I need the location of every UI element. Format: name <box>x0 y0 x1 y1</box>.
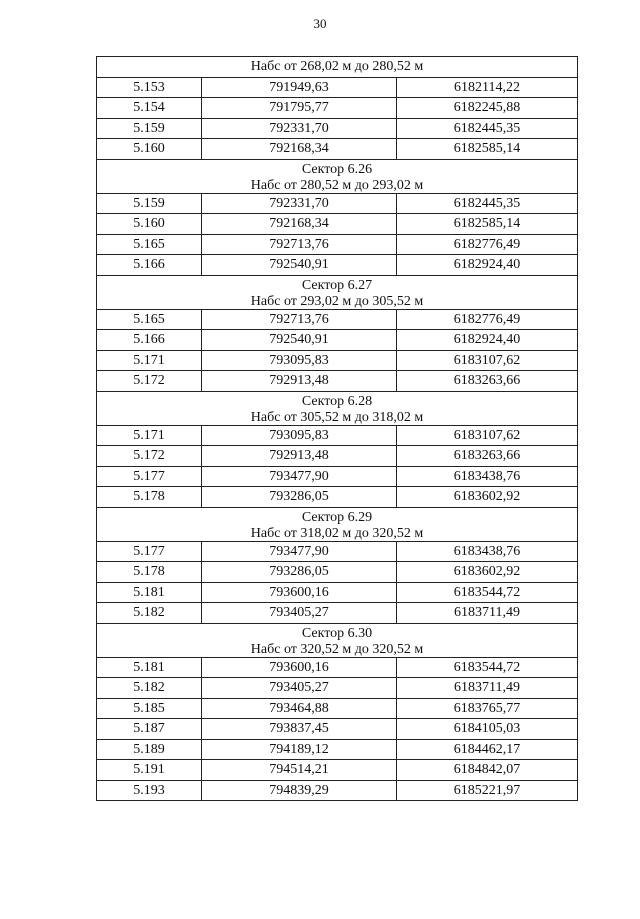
x-coordinate-cell: 793405,27 <box>202 678 397 699</box>
x-coordinate-cell: 793286,05 <box>202 487 397 508</box>
table-row <box>97 678 578 699</box>
x-coordinate-cell: 793095,83 <box>202 350 397 371</box>
x-coordinate-cell: 792913,48 <box>202 371 397 392</box>
sector-header <box>97 623 578 657</box>
table-row <box>97 371 578 392</box>
x-coordinate-cell: 792331,70 <box>202 193 397 214</box>
y-coordinate-cell: 6184462,17 <box>397 739 578 760</box>
point-number-cell: 5.159 <box>97 118 202 139</box>
y-coordinate-cell: 6184105,03 <box>397 719 578 740</box>
point-number-cell: 5.160 <box>97 139 202 160</box>
x-coordinate-cell: 793600,16 <box>202 657 397 678</box>
point-number-cell: 5.177 <box>97 466 202 487</box>
table-row <box>97 780 578 801</box>
point-number-cell: 5.189 <box>97 739 202 760</box>
y-coordinate-cell: 6183544,72 <box>397 657 578 678</box>
sector-header-row <box>97 391 578 425</box>
sector-header-row <box>97 623 578 657</box>
table-row <box>97 350 578 371</box>
point-number-cell: 5.166 <box>97 330 202 351</box>
coordinates-table-body <box>97 57 578 801</box>
point-number-cell: 5.154 <box>97 98 202 119</box>
y-coordinate-cell: 6185221,97 <box>397 780 578 801</box>
sector-subtitle: Набс от 268,02 м до 280,52 м <box>250 59 424 75</box>
table-row <box>97 446 578 467</box>
x-coordinate-cell: 792331,70 <box>202 118 397 139</box>
x-coordinate-cell: 794514,21 <box>202 760 397 781</box>
table-row <box>97 487 578 508</box>
x-coordinate-cell: 792168,34 <box>202 214 397 235</box>
sector-header <box>97 57 578 78</box>
x-coordinate-cell: 793600,16 <box>202 582 397 603</box>
y-coordinate-cell: 6183438,76 <box>397 466 578 487</box>
sector-header-row <box>97 57 578 78</box>
coordinates-table <box>96 56 578 801</box>
table-row <box>97 657 578 678</box>
sector-header <box>97 507 578 541</box>
y-coordinate-cell: 6183263,66 <box>397 446 578 467</box>
sector-title: Сектор 6.26 <box>301 161 373 177</box>
page-number: 30 <box>313 16 327 31</box>
y-coordinate-cell: 6183765,77 <box>397 698 578 719</box>
x-coordinate-cell: 792913,48 <box>202 446 397 467</box>
point-number-cell: 5.181 <box>97 582 202 603</box>
y-coordinate-cell: 6183602,92 <box>397 562 578 583</box>
sector-subtitle: Набс от 305,52 м до 318,02 м <box>250 410 424 425</box>
sector-subtitle: Набс от 320,52 м до 320,52 м <box>250 642 424 657</box>
sector-subtitle: Набс от 280,52 м до 293,02 м <box>250 178 424 193</box>
point-number-cell: 5.171 <box>97 350 202 371</box>
table-row <box>97 118 578 139</box>
sector-title: Сектор 6.27 <box>301 277 373 293</box>
sector-header-row <box>97 275 578 309</box>
point-number-cell: 5.172 <box>97 371 202 392</box>
sector-header-row <box>97 159 578 193</box>
y-coordinate-cell: 6182114,22 <box>397 77 578 98</box>
table-row <box>97 466 578 487</box>
point-number-cell: 5.182 <box>97 603 202 624</box>
x-coordinate-cell: 793477,90 <box>202 466 397 487</box>
x-coordinate-cell: 792713,76 <box>202 309 397 330</box>
table-row <box>97 309 578 330</box>
sector-header <box>97 275 578 309</box>
y-coordinate-cell: 6182924,40 <box>397 330 578 351</box>
table-row <box>97 193 578 214</box>
x-coordinate-cell: 793095,83 <box>202 425 397 446</box>
point-number-cell: 5.171 <box>97 425 202 446</box>
x-coordinate-cell: 792540,91 <box>202 330 397 351</box>
table-row <box>97 139 578 160</box>
y-coordinate-cell: 6183602,92 <box>397 487 578 508</box>
y-coordinate-cell: 6183107,62 <box>397 425 578 446</box>
y-coordinate-cell: 6183544,72 <box>397 582 578 603</box>
x-coordinate-cell: 791949,63 <box>202 77 397 98</box>
y-coordinate-cell: 6182445,35 <box>397 118 578 139</box>
y-coordinate-cell: 6182585,14 <box>397 139 578 160</box>
sector-header <box>97 159 578 193</box>
table-row <box>97 698 578 719</box>
point-number-cell: 5.177 <box>97 541 202 562</box>
point-number-cell: 5.181 <box>97 657 202 678</box>
x-coordinate-cell: 794839,29 <box>202 780 397 801</box>
y-coordinate-cell: 6183107,62 <box>397 350 578 371</box>
x-coordinate-cell: 792540,91 <box>202 255 397 276</box>
sector-header <box>97 391 578 425</box>
point-number-cell: 5.185 <box>97 698 202 719</box>
point-number-cell: 5.165 <box>97 234 202 255</box>
x-coordinate-cell: 793837,45 <box>202 719 397 740</box>
table-row <box>97 234 578 255</box>
table-row <box>97 214 578 235</box>
table-row <box>97 98 578 119</box>
table-row <box>97 760 578 781</box>
y-coordinate-cell: 6183711,49 <box>397 603 578 624</box>
x-coordinate-cell: 792168,34 <box>202 139 397 160</box>
point-number-cell: 5.166 <box>97 255 202 276</box>
table-row <box>97 719 578 740</box>
point-number-cell: 5.159 <box>97 193 202 214</box>
y-coordinate-cell: 6182776,49 <box>397 309 578 330</box>
x-coordinate-cell: 793464,88 <box>202 698 397 719</box>
y-coordinate-cell: 6182445,35 <box>397 193 578 214</box>
table-row <box>97 77 578 98</box>
y-coordinate-cell: 6182924,40 <box>397 255 578 276</box>
table-row <box>97 330 578 351</box>
point-number-cell: 5.172 <box>97 446 202 467</box>
x-coordinate-cell: 792713,76 <box>202 234 397 255</box>
table-row <box>97 425 578 446</box>
table-row <box>97 603 578 624</box>
table-row <box>97 582 578 603</box>
point-number-cell: 5.178 <box>97 562 202 583</box>
y-coordinate-cell: 6183711,49 <box>397 678 578 699</box>
point-number-cell: 5.182 <box>97 678 202 699</box>
table-row <box>97 255 578 276</box>
point-number-cell: 5.178 <box>97 487 202 508</box>
y-coordinate-cell: 6182245,88 <box>397 98 578 119</box>
x-coordinate-cell: 791795,77 <box>202 98 397 119</box>
sector-subtitle: Набс от 318,02 м до 320,52 м <box>250 526 424 541</box>
y-coordinate-cell: 6183263,66 <box>397 371 578 392</box>
point-number-cell: 5.153 <box>97 77 202 98</box>
point-number-cell: 5.187 <box>97 719 202 740</box>
x-coordinate-cell: 793405,27 <box>202 603 397 624</box>
x-coordinate-cell: 794189,12 <box>202 739 397 760</box>
sector-title: Сектор 6.30 <box>301 625 373 641</box>
sector-title: Сектор 6.29 <box>301 509 373 525</box>
point-number-cell: 5.165 <box>97 309 202 330</box>
table-row <box>97 541 578 562</box>
y-coordinate-cell: 6182585,14 <box>397 214 578 235</box>
point-number-cell: 5.191 <box>97 760 202 781</box>
point-number-cell: 5.193 <box>97 780 202 801</box>
y-coordinate-cell: 6184842,07 <box>397 760 578 781</box>
sector-header-row <box>97 507 578 541</box>
x-coordinate-cell: 793286,05 <box>202 562 397 583</box>
table-row <box>97 562 578 583</box>
x-coordinate-cell: 793477,90 <box>202 541 397 562</box>
y-coordinate-cell: 6182776,49 <box>397 234 578 255</box>
point-number-cell: 5.160 <box>97 214 202 235</box>
sector-title: Сектор 6.28 <box>301 393 373 409</box>
y-coordinate-cell: 6183438,76 <box>397 541 578 562</box>
table-row <box>97 739 578 760</box>
sector-subtitle: Набс от 293,02 м до 305,52 м <box>250 294 424 309</box>
